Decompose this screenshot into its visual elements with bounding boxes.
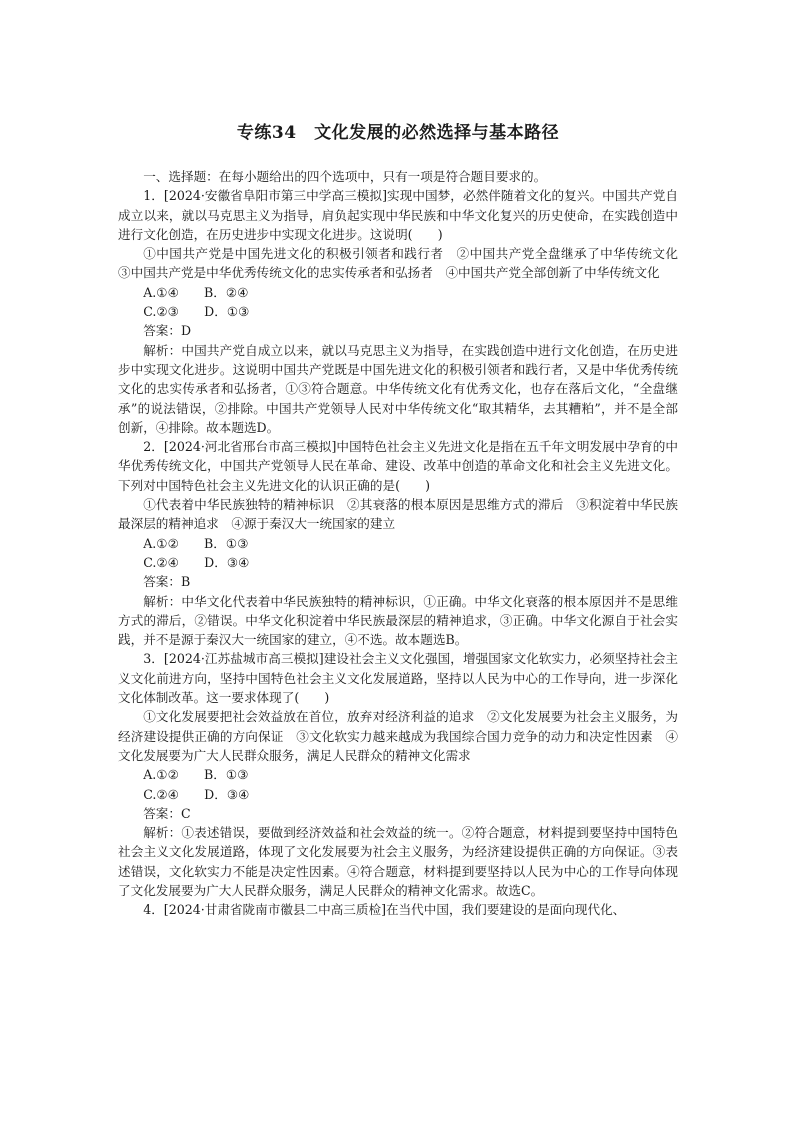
question-statements: ①中国共产党是中国先进文化的积极引领者和践行者 ②中国共产党全盘继承了中华传统文化 ③中国共产党是中华优秀传统文化的忠实传承者和弘扬者 ④中国共产党全部创新了中华传统文化	[118, 246, 691, 281]
options-row: A.①② B．①③	[143, 535, 249, 551]
question-statements: ①代表着中华民族独特的精神标识 ②其衰落的根本原因是思维方式的滞后 ③积淀着中华民族最深层的精神追求 ④源于秦汉大一统国家的建立	[118, 497, 678, 532]
question-2	[118, 437, 678, 649]
question-stem: 3．[2024·江苏盐城市高三模拟]建设社会主义文化强国，增强国家文化软实力，必须坚持社会主义文化前进方向，坚持中国特色社会主义文化发展道路，坚持以人民为中心的工作导向，进一步深化文化体制改革。这一要求体现了( )	[118, 651, 678, 706]
question-statements: ①文化发展要把社会效益放在首位，放弃对经济利益的追求 ②文化发展要为社会主义服务，为经济建设提供正确的方向保证 ③文化软实力越来越成为我国综合国力竞争的动力和决定性因素 ④文化发展要为广大人民群众服务，满足人民群众的精神文化需求	[118, 709, 678, 763]
question-1	[118, 186, 691, 437]
question-stem: 1．[2024·安徽省阜阳市第三中学高三模拟]实现中国梦，必然伴随着文化的复兴。中国共产党自成立以来，就以马克思主义为指导，肩负起实现中华民族和中华文化复兴的历史使命，在实践创造中进行文化创造，在历史进步中实现文化进步。这说明( )	[118, 188, 678, 242]
analysis: 解析：①表述错误，要做到经济效益和社会效益的统一。②符合题意，材料提到要坚持中国特色社会主义文化发展道路，体现了文化发展要为社会主义服务，为经济建设提供正确的方向保证。③表述错误，文化软实力不能是决定性因素。④符合题意，材料提到要坚持以人民为中心的工作导向体现了文化发展要为广大人民群众服务，满足人民群众的精神文化需求。故选C。	[118, 825, 678, 898]
question-stem: 2．[2024·河北省邢台市高三模拟]中国特色社会主义先进文化是指在五千年文明发展中孕育的中华优秀传统文化，中国共产党领导人民在革命、建设、改革中创造的革命文化和社会主义先进文化。下列对中国特色社会主义先进文化的认识正确的是( )	[118, 439, 678, 493]
options-row: A.①② B．①③	[143, 767, 249, 783]
document-page	[118, 118, 691, 920]
analysis: 解析：中华文化代表着中华民族独特的精神标识，①正确。中华文化衰落的根本原因并不是思维方式的滞后，②错误。中华文化积淀着中华民族最深层的精神追求，③正确。中华文化源自于社会实践，并不是源于秦汉大一统国家的建立，④不选。故本题选B。	[118, 593, 678, 648]
options-row: A.①④ B．②④	[143, 284, 249, 300]
page-title: 专练34 文化发展的必然选择与基本路径	[236, 123, 560, 143]
answer: 答案：D	[143, 323, 192, 339]
question-3	[118, 649, 678, 900]
analysis: 解析：中国共产党自成立以来，就以马克思主义为指导，在实践创造中进行文化创造，在历史进步中实现文化进步。这说明中国共产党既是中国先进文化的积极引领者和践行者，又是中华优秀传统文化的忠实传承者和弘扬者，①③符合题意。中华传统文化有优秀文化，也存在落后文化，“全盘继承”的说法错误，②排除。中国共产党领导人民对中华传统文化“取其精华，去其糟粕”，并不是全部创新，④排除。故本题选D。	[118, 342, 678, 435]
answer: 答案：B	[143, 574, 191, 590]
answer: 答案：C	[143, 805, 191, 821]
section-heading: 一、选择题：在每小题给出的四个选项中，只有一项是符合题目要求的。	[143, 169, 547, 184]
options-row: C.②③ D．①③	[143, 304, 250, 320]
question-stem: 4．[2024·甘肃省陇南市徽县二中高三质检]在当代中国，我们要建设的是面向现代化、	[143, 902, 626, 918]
options-row: C.②④ D．③④	[143, 554, 250, 570]
options-row: C.②④ D．③④	[143, 786, 250, 802]
question-4	[118, 900, 678, 919]
